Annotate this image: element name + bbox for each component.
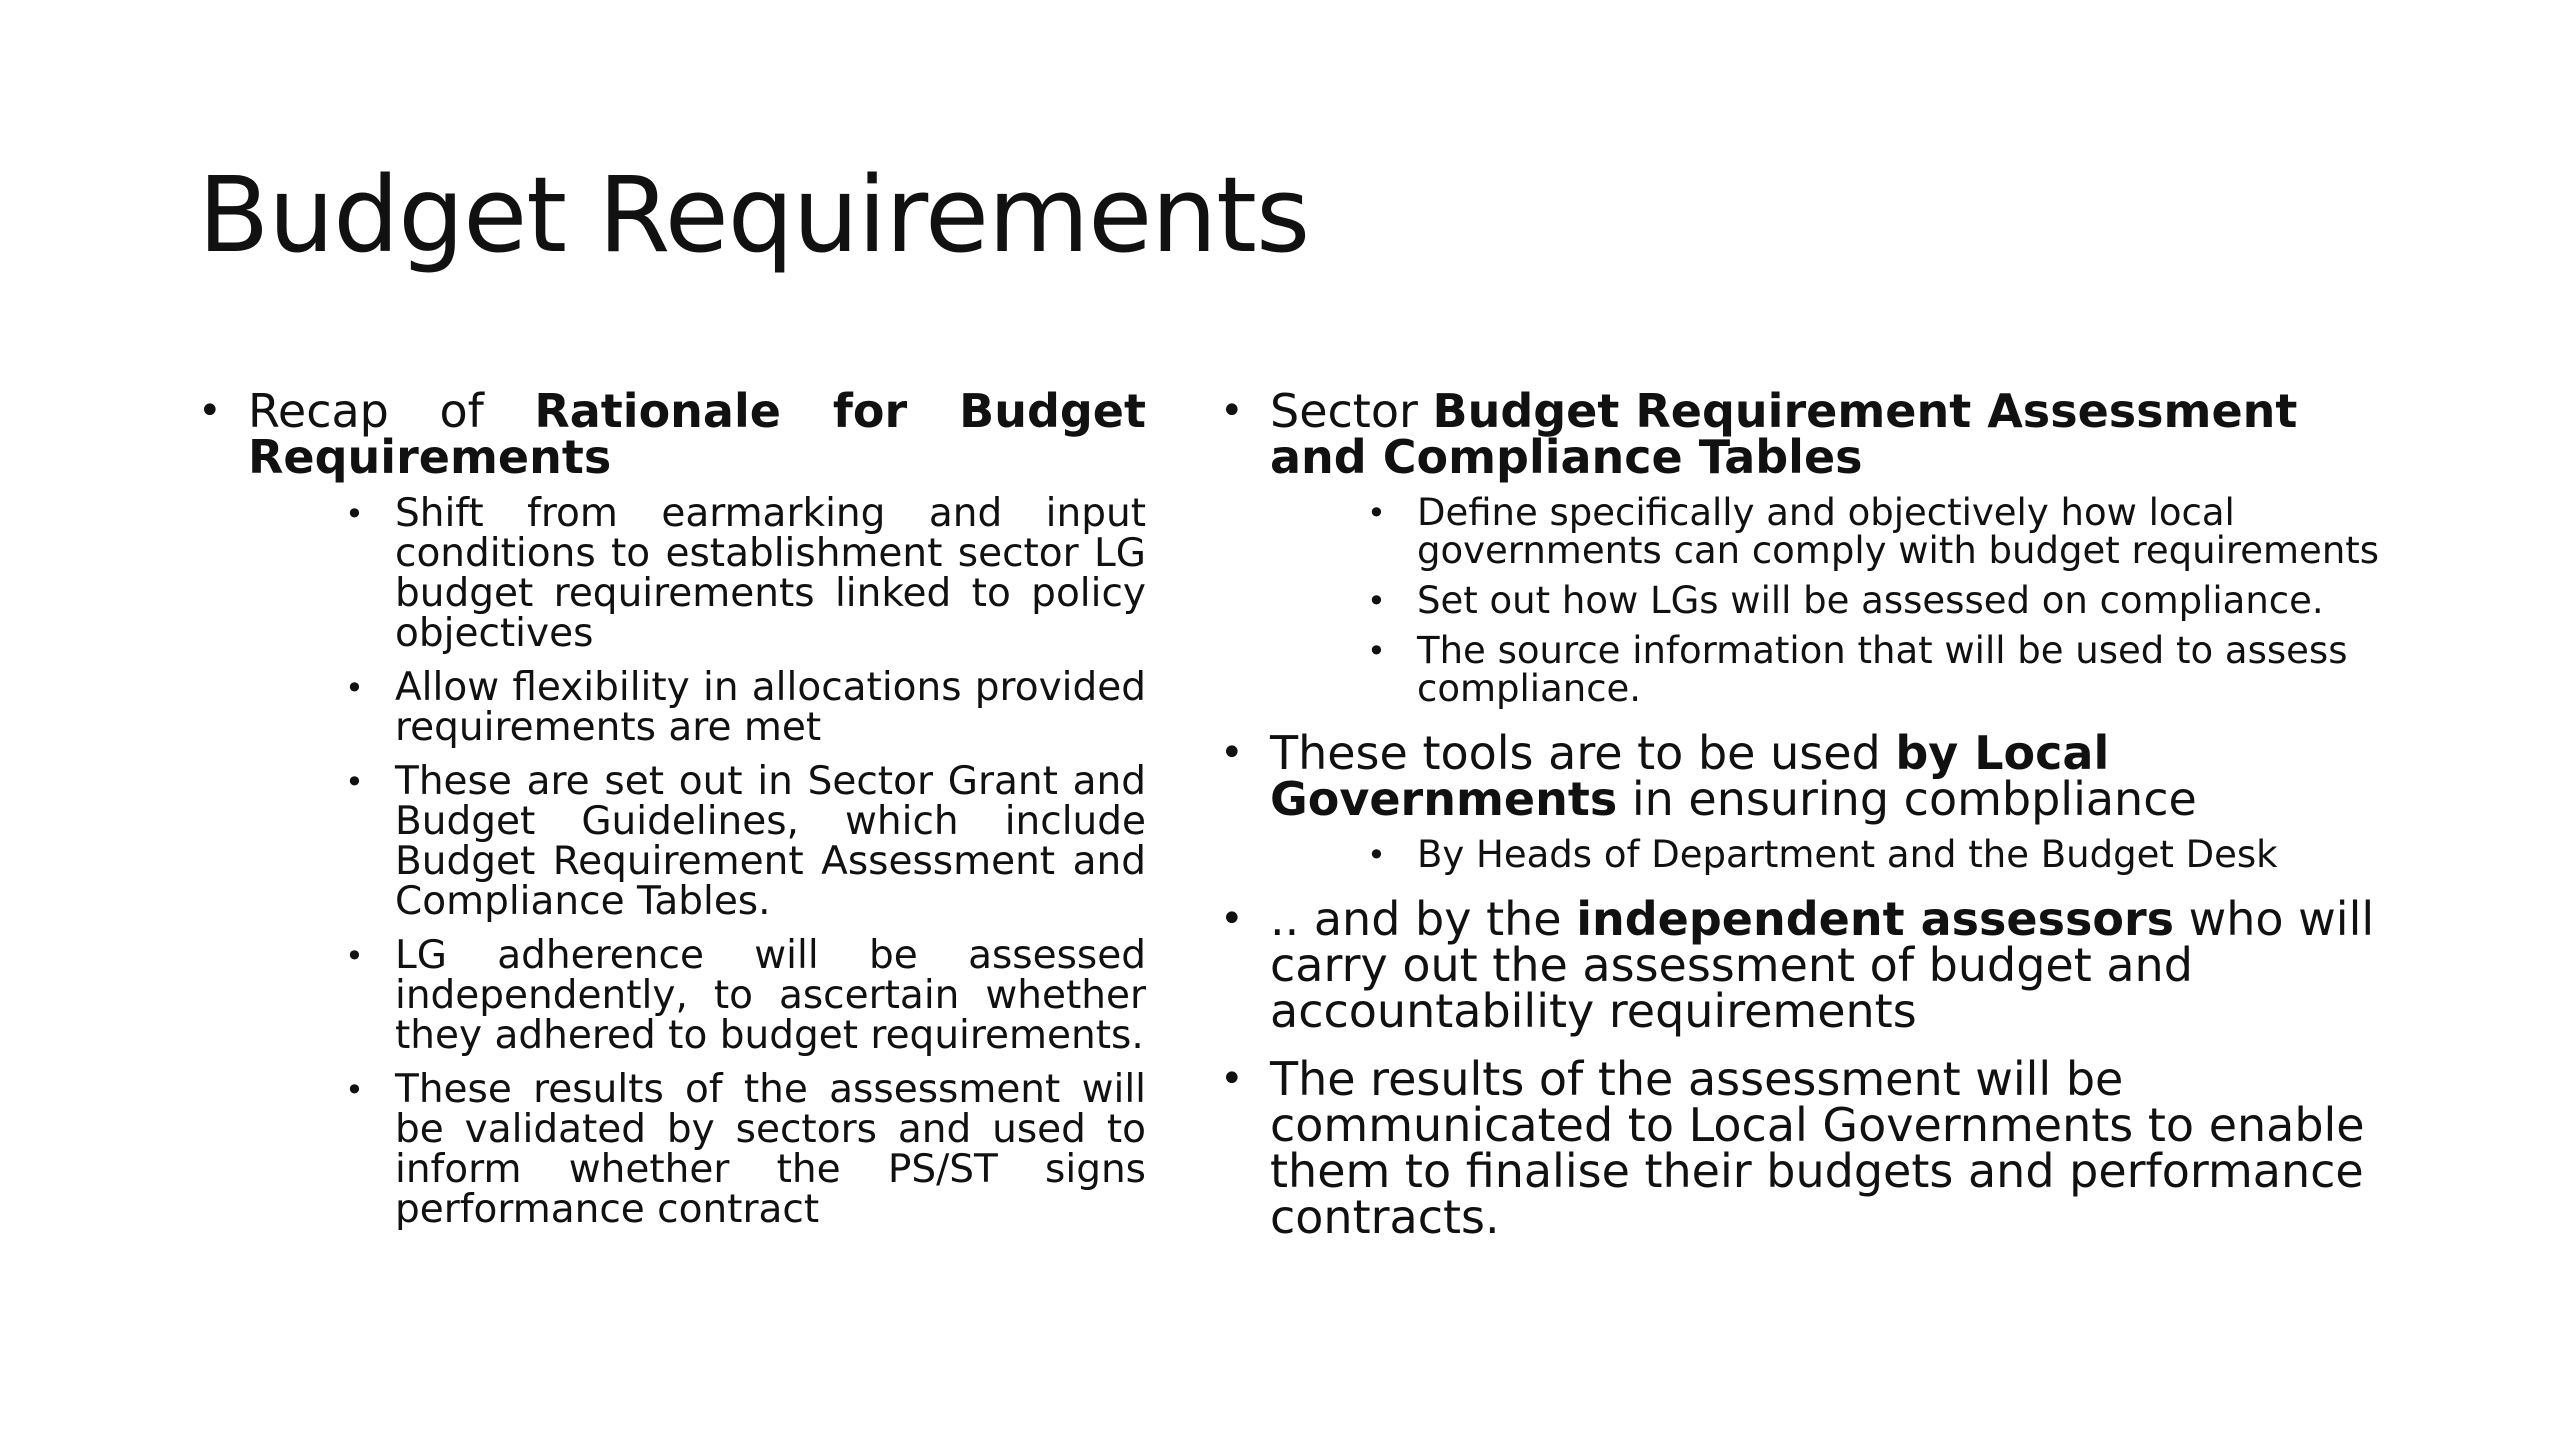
bullet-icon: • xyxy=(1220,730,1244,776)
sub-list-item xyxy=(1270,579,2400,622)
sub-item-text: These are set out in Sector Grant and Budget Guidelines, which include Budget Requirement Assessment and Compliance Tables. xyxy=(395,759,1146,924)
item-suffix: who will carry out the assessment of budget and accountability requirements xyxy=(1270,892,2375,1038)
bullet-icon: • xyxy=(1220,1056,1244,1102)
item-prefix: Sector xyxy=(1270,384,1433,438)
list-item-results xyxy=(1220,1052,2400,1244)
sub-list-item xyxy=(248,491,1146,656)
sub-list xyxy=(248,491,1146,1232)
bullet-icon: • xyxy=(345,1071,364,1109)
sub-item-text: Shift from earmarking and input conditions to establishment sector LG budget requirements linked to policy objectives xyxy=(395,491,1146,656)
sub-list-item xyxy=(248,759,1146,924)
list-item-independent-assessors xyxy=(1220,892,2400,1038)
right-bullet-list xyxy=(1220,384,2400,1244)
list-item-rationale xyxy=(198,384,1146,1232)
left-bullet-list xyxy=(198,384,1146,1232)
sub-item-text: These results of the assessment will be validated by sectors and used to inform whether the PS/ST signs performance contract xyxy=(395,1067,1146,1232)
bullet-icon: • xyxy=(345,495,364,533)
sub-item-text: The source information that will be used to assess compliance. xyxy=(1417,629,2348,710)
list-item-tools xyxy=(1220,726,2400,876)
item-text: The results of the assessment will be communicated to Local Governments to enable them to finalise their budgets and performance contracts. xyxy=(1270,1052,2365,1244)
item-suffix: in ensuring combpliance xyxy=(1617,772,2197,826)
bullet-icon: • xyxy=(1367,836,1386,874)
sub-list-item xyxy=(248,665,1146,750)
bullet-icon: • xyxy=(345,669,364,707)
sub-list-item xyxy=(248,933,1146,1058)
item-bold-text: by Local Governments xyxy=(1270,726,2110,826)
sub-list xyxy=(1270,491,2400,710)
sub-list-item xyxy=(1270,491,2400,572)
slide-title: Budget Requirements xyxy=(198,154,1310,276)
sub-list-item xyxy=(1270,833,2400,876)
item-bold-text: Rationale for Budget Requirements xyxy=(248,384,1146,484)
sub-item-text: By Heads of Department and the Budget Desk xyxy=(1417,833,2278,876)
item-bold-text: independent assessors xyxy=(1576,892,2175,946)
sub-list-item xyxy=(1270,629,2400,710)
sub-list-item xyxy=(248,1067,1146,1232)
bullet-icon: • xyxy=(345,763,364,801)
item-prefix: These tools are to be used xyxy=(1270,726,1896,780)
sub-item-text: Allow flexibility in allocations provided requirements are met xyxy=(395,665,1146,750)
sub-item-text: Set out how LGs will be assessed on compliance. xyxy=(1417,579,2324,622)
bullet-icon: • xyxy=(345,937,364,975)
left-column xyxy=(198,384,1146,1246)
bullet-icon: • xyxy=(1367,632,1386,670)
sub-list xyxy=(1270,833,2400,876)
bullet-icon: • xyxy=(198,388,222,434)
bullet-icon: • xyxy=(1220,388,1244,434)
list-item-compliance-tables xyxy=(1220,384,2400,710)
item-prefix: Recap of xyxy=(248,384,535,438)
bullet-icon: • xyxy=(1220,896,1244,942)
bullet-icon: • xyxy=(1367,582,1386,620)
right-column xyxy=(1220,384,2400,1262)
item-prefix: .. and by the xyxy=(1270,892,1577,946)
sub-item-text: LG adherence will be assessed independently, to ascertain whether they adhered to budget requirements. xyxy=(395,933,1146,1058)
bullet-icon: • xyxy=(1367,494,1386,532)
item-bold-text: Budget Requirement Assessment and Compliance Tables xyxy=(1270,384,2298,484)
sub-item-text: Define specifically and objectively how local governments can comply with budget requirements xyxy=(1417,491,2380,572)
